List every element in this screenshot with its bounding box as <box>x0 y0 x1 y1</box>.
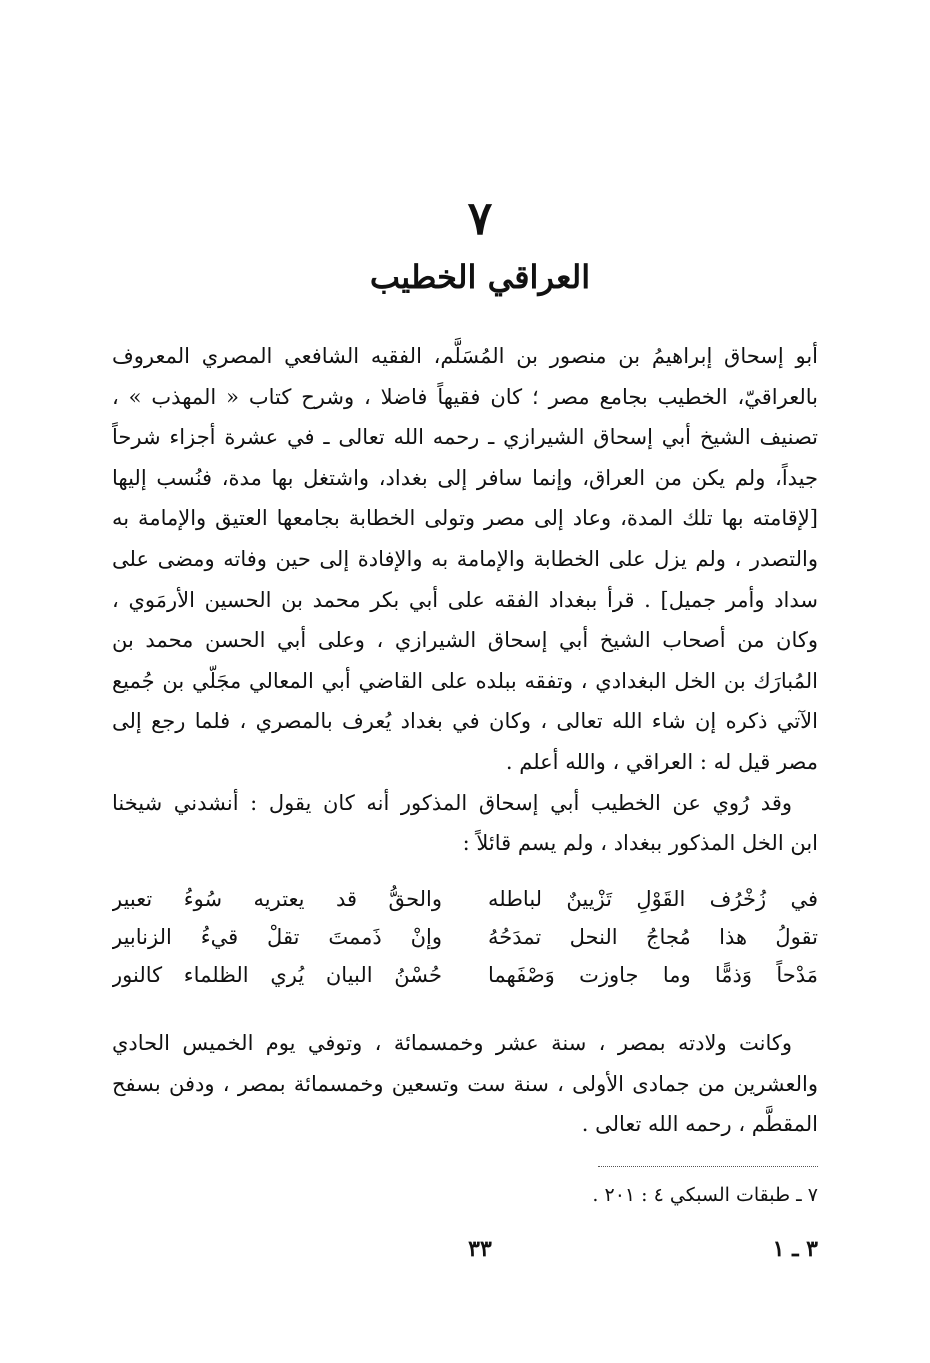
footnote-divider <box>598 1166 818 1167</box>
text-line: ابن الخل المذكور ببغداد ، ولم يسم قائلاً : <box>462 831 818 856</box>
poem-verse <box>112 880 818 918</box>
poem <box>112 880 818 994</box>
verse-second-half: وإنْ ذَممتَ تقلْ قيءُ الزنابير <box>112 925 442 949</box>
text-line: والتصدر ، ولم يزل على الخطابة والإمامة به والإفادة إلى حين وفاته ومضى على <box>112 546 818 571</box>
footnote: ٧ ـ طبقات السبكي ٤ : ٢٠١ . <box>592 1184 818 1206</box>
text-line: المقطَّم ، رحمه الله تعالى . <box>581 1112 818 1137</box>
printer-signature: ٣ ـ ١ <box>772 1236 818 1262</box>
chapter-title: العراقي الخطيب <box>369 258 591 296</box>
text-line: مصر قيل له : العراقي ، والله أعلم . <box>505 749 818 774</box>
verse-first-half: مَدْحاً وَذمًّا وما جاوزت وَصْفَهما <box>488 963 818 987</box>
verse-first-half: تقولُ هذا مُجاجُ النحل تمدَحُهُ <box>488 925 818 949</box>
verse-first-half: في زُخْرُف القَوْلِ تَزْيينٌ لباطله <box>488 887 818 911</box>
text-line: وكانت ولادته بمصر ، سنة عشر وخمسمائة ، وتوفي يوم الخميس الحادي <box>112 1031 792 1055</box>
closing-paragraph <box>112 1023 818 1145</box>
text-line: والعشرين من جمادى الأولى ، سنة ست وتسعين وخمسمائة بمصر ، ودفن بسفح <box>112 1071 818 1096</box>
verse-second-half: حُسْنُ البيان يُري الظلماء كالنور <box>112 963 442 987</box>
poem-verse <box>112 918 818 956</box>
text-line: وقد رُوي عن الخطيب أبي إسحاق المذكور أنه كان يقول : أنشدني شيخنا <box>112 790 792 815</box>
text-line: تصنيف الشيخ أبي إسحاق الشيرازي ـ رحمه الله تعالى ـ في عشرة أجزاء شرحاً <box>112 425 818 450</box>
text-line: أبو إسحاق إبراهيمُ بن منصور بن المُسَلَّم، الفقيه الشافعي المصري المعروف <box>112 344 818 368</box>
biography-text <box>112 336 818 864</box>
page-number: ٣٣ <box>468 1236 492 1262</box>
text-line: [لإقامته بها تلك المدة، وعاد إلى مصر وتولى الخطابة بجامعها العتيق والإمامة به <box>112 506 818 531</box>
text-line: بالعراقيّ، الخطيب بجامع مصر ؛ كان فقيهاً فاضلا ، وشرح كتاب « المهذب » ، <box>112 384 818 409</box>
chapter-number: ٧ <box>467 191 493 245</box>
text-line: الآتي ذكره إن شاء الله تعالى ، وكان في بغداد يُعرف بالمصري ، فلما رجع إلى <box>112 709 818 734</box>
text-line: جيداً، ولم يكن من العراق، وإنما سافر إلى بغداد، واشتغل بها مدة، فنُسب إليها <box>112 465 818 490</box>
text-line: وكان من أصحاب الشيخ أبي إسحاق الشيرازي ، وعلى أبي الحسن محمد بن <box>112 628 818 653</box>
verse-second-half: والحقُّ قد يعتريه سُوءُ تعبير <box>112 887 442 911</box>
text-line: المُبارَك بن الخل البغدادي ، وتفقه ببلده على القاضي أبي المعالي مجَلّي بن جُميع <box>112 668 818 693</box>
poem-verse <box>112 956 818 994</box>
text-line: سداد وأمر جميل] . قرأ ببغداد الفقه على أبي بكر محمد بن الحسين الأرمَوي ، <box>112 587 818 612</box>
